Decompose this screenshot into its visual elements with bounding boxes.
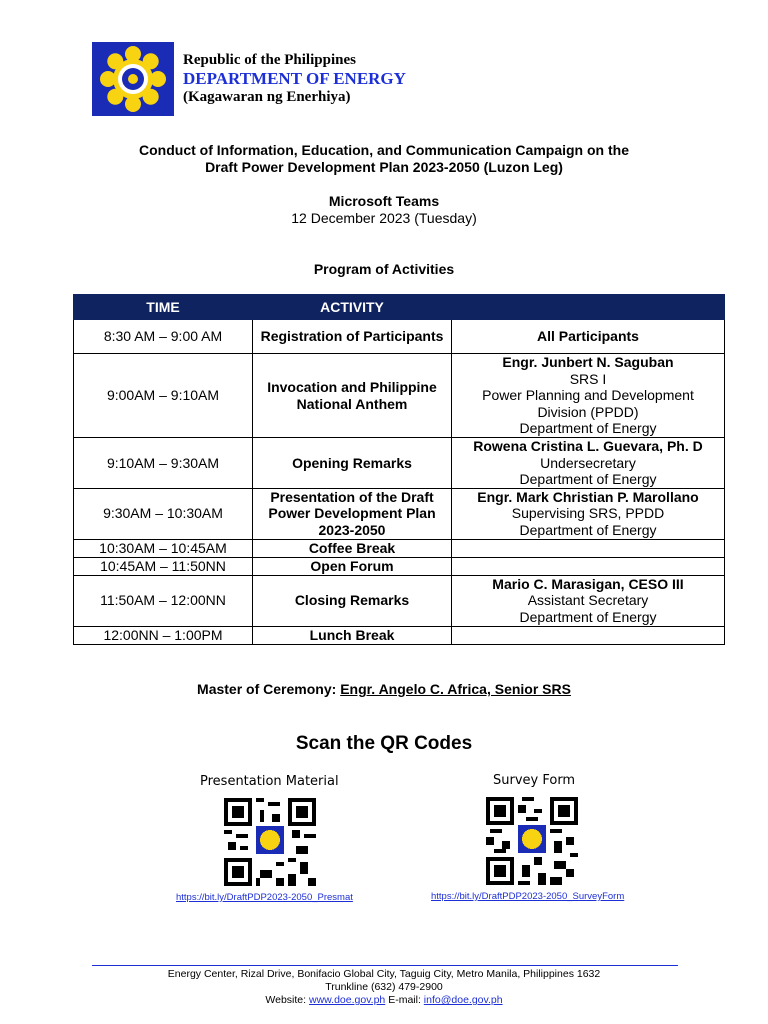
presentation-qr-code[interactable] — [224, 798, 316, 886]
table-row — [74, 626, 725, 644]
survey-link[interactable]: https://bit.ly/DraftPDP2023-2050_SurveyForm — [431, 891, 625, 902]
table-row — [74, 354, 725, 438]
event-date: 12 December 2023 (Tuesday) — [291, 210, 477, 226]
activity-cell: Open Forum — [253, 557, 452, 575]
time-cell: 10:45AM – 11:50NN — [74, 557, 253, 575]
mc-name: Engr. Angelo C. Africa, Senior SRS — [340, 681, 571, 697]
org-header — [183, 52, 406, 106]
person-cell — [452, 488, 725, 539]
table-header-row — [74, 295, 725, 320]
person-name: Engr. Junbert N. Saguban — [502, 354, 674, 371]
activity-cell: Lunch Break — [253, 626, 452, 644]
time-cell: 10:30AM – 10:45AM — [74, 539, 253, 557]
table-row — [74, 438, 725, 489]
qr-code-icon — [224, 798, 316, 886]
presentation-link[interactable]: https://bit.ly/DraftPDP2023-2050_Presmat — [176, 892, 353, 903]
person-cell — [452, 539, 725, 557]
email-label: E-mail: — [388, 994, 421, 1006]
person-cell — [452, 354, 725, 438]
footer-trunkline: Trunkline (632) 479-2900 — [325, 981, 443, 993]
footer-address: Energy Center, Rizal Drive, Bonifacio Global City, Taguig City, Metro Manila, Philippines 1632 — [167, 968, 601, 980]
table-row — [74, 539, 725, 557]
table-row — [74, 557, 725, 575]
activity-cell: Presentation of the Draft Power Development Plan 2023-2050 — [253, 488, 452, 539]
time-cell: 11:50AM – 12:00NN — [74, 575, 253, 626]
qr-code-icon — [486, 797, 578, 885]
person-name: Engr. Mark Christian P. Marollano — [477, 488, 699, 505]
table-row — [74, 488, 725, 539]
footer-contact — [0, 994, 768, 1007]
republic-line: Republic of the Philippines — [183, 52, 356, 68]
person-org: Department of Energy — [519, 608, 657, 625]
event-title-line1: Conduct of Information, Education, and Communication Campaign on the — [139, 142, 629, 158]
event-title-line2: Draft Power Development Plan 2023-2050 (Luzon Leg) — [205, 159, 563, 175]
activity-cell: Opening Remarks — [253, 438, 452, 489]
department-tagalog: (Kagawaran ng Enerhiya) — [183, 89, 351, 105]
schedule-table — [73, 294, 725, 645]
survey-qr-code[interactable] — [486, 797, 578, 885]
person-org: Department of Energy — [519, 521, 657, 538]
master-of-ceremony — [0, 681, 768, 698]
person-name: Rowena Cristina L. Guevara, Ph. D — [473, 438, 703, 454]
footer-divider — [92, 965, 678, 966]
header-person — [452, 295, 725, 320]
table-row — [74, 320, 725, 354]
presentation-label: Presentation Material — [200, 774, 339, 789]
person-cell — [452, 575, 725, 626]
activity-cell: Invocation and Philippine National Anthem — [253, 354, 452, 438]
header-activity: ACTIVITY — [253, 295, 452, 320]
person-role: Supervising SRS, PPDD — [511, 505, 665, 522]
activity-cell: Coffee Break — [253, 539, 452, 557]
person-cell — [452, 626, 725, 644]
person-cell — [452, 438, 725, 489]
time-cell: 12:00NN – 1:00PM — [74, 626, 253, 644]
website-label: Website: — [265, 994, 307, 1006]
website-link[interactable]: www.doe.gov.ph — [309, 994, 386, 1006]
program-heading: Program of Activities — [313, 261, 455, 277]
department-name: DEPARTMENT OF ENERGY — [183, 69, 406, 88]
header-time: TIME — [74, 295, 253, 320]
person-cell — [452, 557, 725, 575]
event-venue: Microsoft Teams — [328, 193, 440, 209]
time-cell: 9:00AM – 9:10AM — [74, 354, 253, 438]
doe-logo — [92, 42, 174, 116]
person-name: Mario C. Marasigan, CESO III — [492, 575, 684, 592]
person-role: SRS I — [569, 370, 607, 387]
person-org: Department of Energy — [519, 471, 657, 487]
time-cell: 8:30 AM – 9:00 AM — [74, 320, 253, 354]
activity-cell: Closing Remarks — [253, 575, 452, 626]
event-title — [0, 142, 768, 176]
person-division: Power Planning and Development Division (PPDD) — [482, 387, 694, 420]
table-row — [74, 575, 725, 626]
survey-label: Survey Form — [493, 773, 576, 788]
time-cell: 9:30AM – 10:30AM — [74, 488, 253, 539]
person-org: Department of Energy — [519, 420, 657, 437]
person-name: All Participants — [537, 328, 639, 345]
person-role: Assistant Secretary — [527, 592, 649, 609]
person-cell — [452, 320, 725, 354]
qr-heading: Scan the QR Codes — [295, 733, 473, 754]
email-link[interactable]: info@doe.gov.ph — [423, 994, 503, 1006]
activity-cell: Registration of Participants — [253, 320, 452, 354]
sun-seal-icon — [92, 42, 174, 116]
mc-label: Master of Ceremony: — [197, 681, 337, 697]
time-cell: 9:10AM – 9:30AM — [74, 438, 253, 489]
person-role: Undersecretary — [540, 454, 636, 471]
